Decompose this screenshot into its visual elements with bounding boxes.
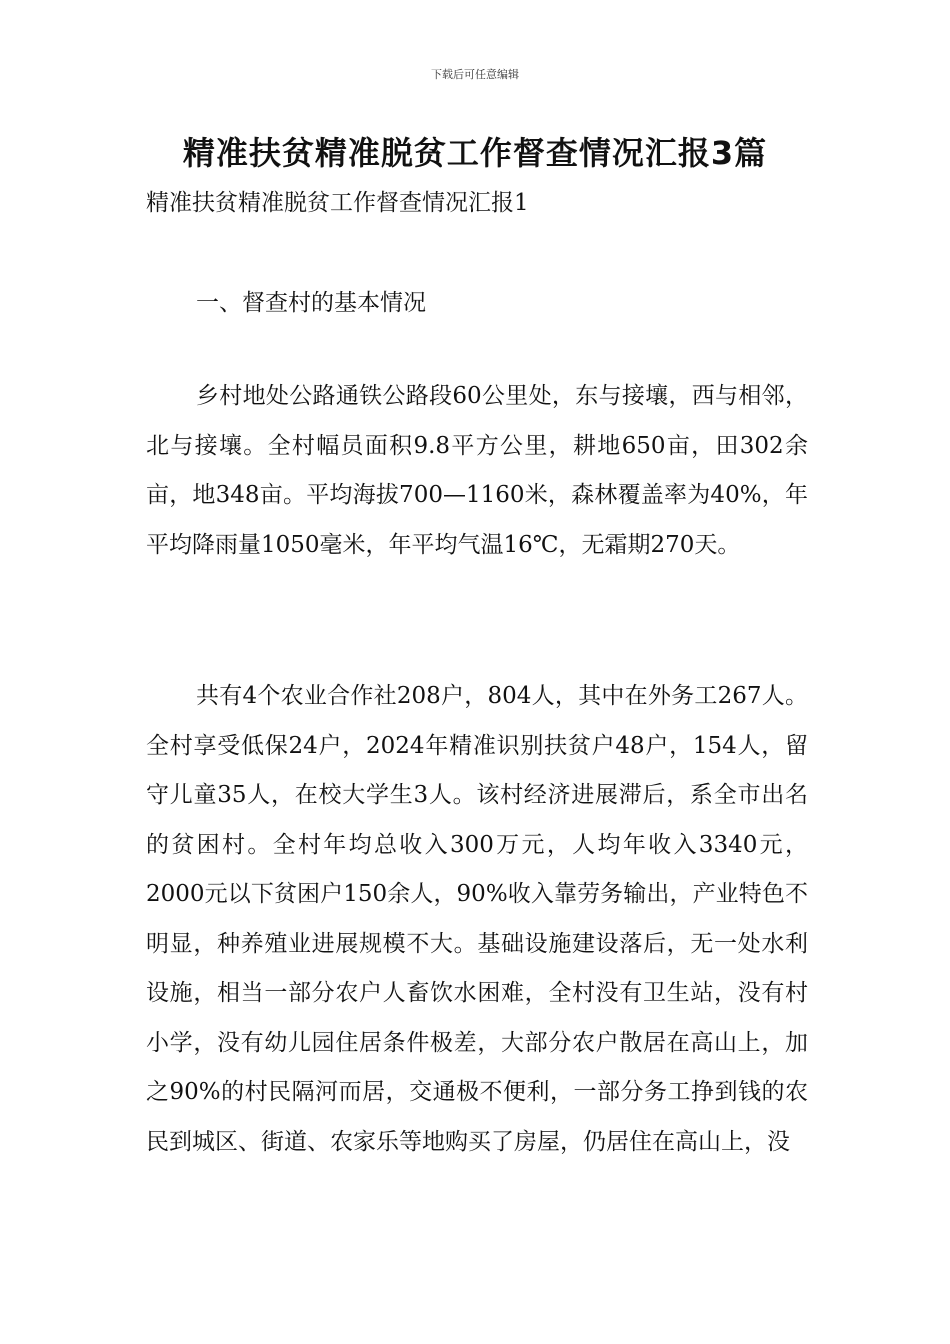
document-subtitle: 精准扶贫精准脱贫工作督查情况汇报1 [146, 190, 529, 216]
document-title: 精准扶贫精准脱贫工作督查情况汇报3篇 [182, 134, 768, 172]
header-note: 下载后可任意编辑 [431, 68, 519, 81]
paragraph-basic-info: 乡村地处公路通铁公路段60公里处，东与接壤，西与相邻，北与接壤。全村幅员面积9.8平方公里，耕地650亩，田302余亩，地348亩。平均海拔700—1160米，森林覆盖率为40%，年平均降雨量1050毫米，年平均气温16℃，无霜期270天。 [146, 383, 808, 558]
section-heading: 一、督查村的基本情况 [196, 290, 426, 316]
paragraph-population-info: 共有4个农业合作社208户，804人，其中在外务工267人。全村享受低保24户，2024年精准识别扶贫户48户，154人，留守儿童35人，在校大学生3人。该村经济进展滞后，系全市出名的贫困村。全村年均总收入300万元，人均年收入3340元，2000元以下贫困户150余人，90%收入靠劳务输出，产业特色不明显，种养殖业进展规模不大。基础设施建设落后，无一处水利设施，相当一部分农户人畜饮水困难，全村没有卫生站，没有村小学，没有幼儿园住居条件极差，大部分农户散居在高山上，加之90%的村民隔河而居，交通极不便利，一部分务工挣到钱的农民到城区、街道、农家乐等地购买了房屋，仍居住在高山上，没 [146, 683, 808, 1155]
